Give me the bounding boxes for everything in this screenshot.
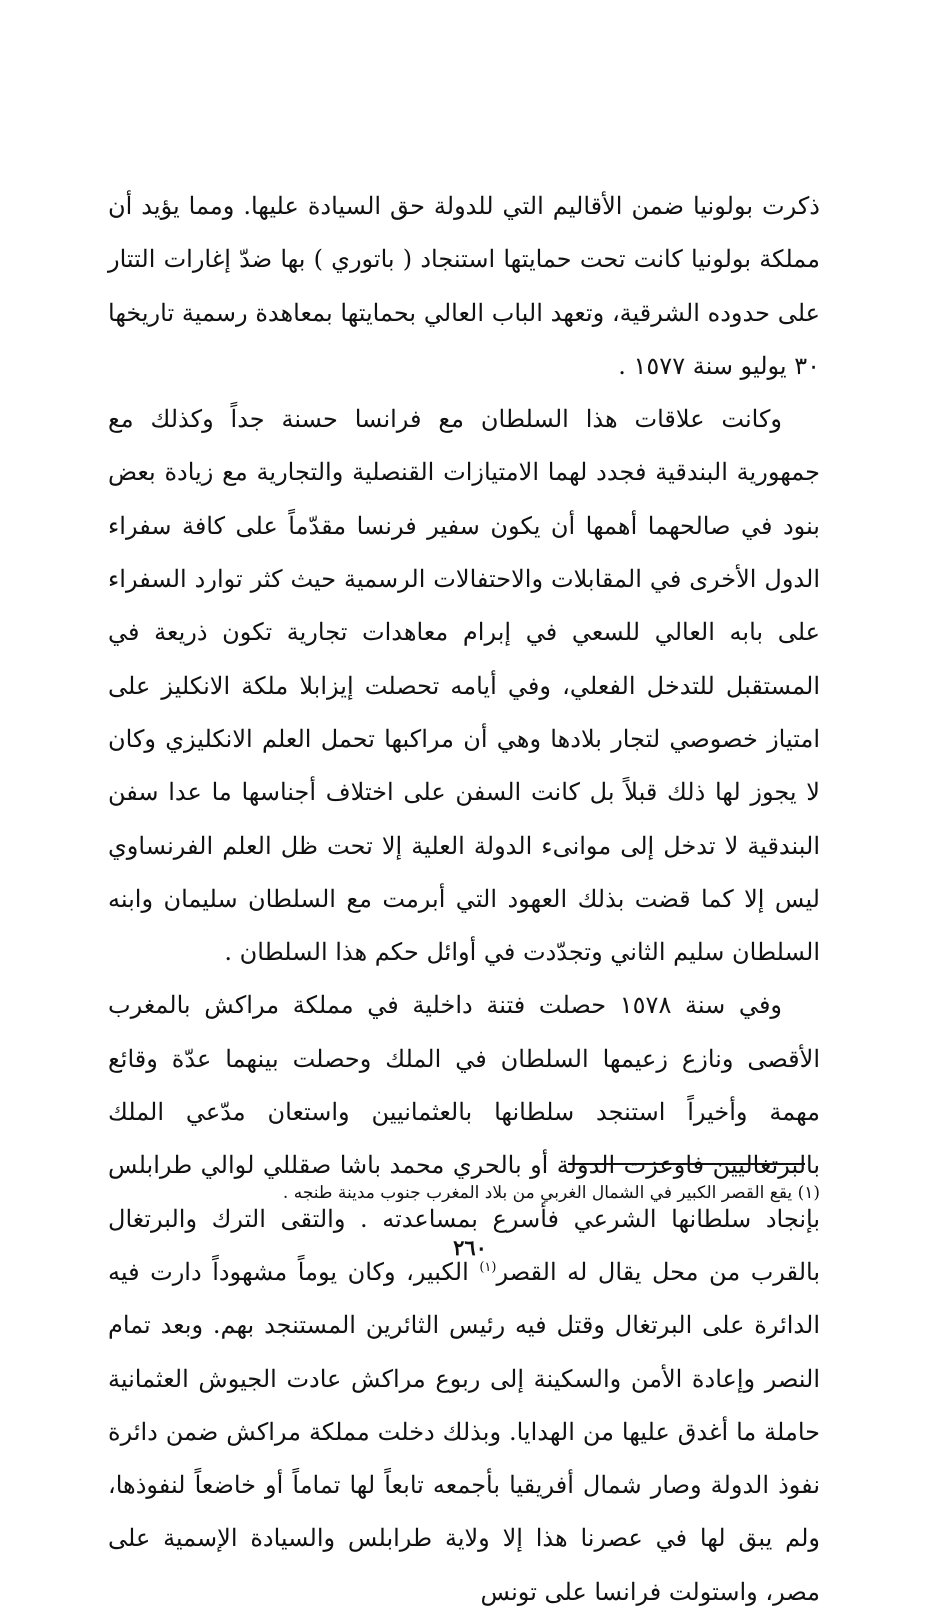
- paragraph-1: ذكرت بولونيا ضمن الأقاليم التي للدولة حق السيادة عليها. ومما يؤيد أن مملكة بولونيا كانت تحت حمايتها استنجاد ( باتوري ) بها ضدّ إغارات التتار على حدوده الشرقية، وتعهد الباب العالي بحمايتها بمعاهدة رسمية تاريخها ٣٠ يوليو سنة ١٥٧٧ .: [108, 192, 820, 380]
- paragraph-3-text: وفي سنة ١٥٧٨ حصلت فتنة داخلية في مملكة مراكش بالمغرب الأقصى ونازع زعيمها السلطان في الملك وحصلت بينهما عدّة وقائع مهمة وأخيراً استنجد سلطانها بالعثمانيين واستعان مدّعي الملك بالبرتغاليين فاوعزت الدولة أو بالحري محمد باشا صقللي لوالي طرابلس بإنجاد سلطانها الشرعي فأسرع بمساعدته . والتقى الترك والبرتغال بالقرب من محل يقال له القصر: [108, 991, 821, 1286]
- paragraph-3: [108, 979, 820, 1619]
- footnote-divider: [568, 1163, 805, 1165]
- paragraph-2: وكانت علاقات هذا السلطان مع فرانسا حسنة جداً وكذلك مع جمهورية البندقية فجدد لهما الامتيازات القنصلية والتجارية مع زيادة بعض بنود في صالحهما أهمها أن يكون سفير فرنسا مقدّماً على كافة سفراء الدول الأخرى في المقابلات والاحتفالات الرسمية حيث كثر توارد السفراء على بابه العالي للسعي في إبرام معاهدات تجارية تكون ذريعة في المستقبل للتدخل الفعلي، وفي أيامه تحصلت إيزابلا ملكة الانكليز على امتياز خصوصي لتجار بلادها وهي أن مراكبها تحمل العلم الانكليزي وكان لا يجوز لها ذلك قبلاً بل كانت السفن على اختلاف أجناسها ما عدا سفن البندقية لا تدخل إلى موانىء الدولة العلية إلا تحت ظل العلم الفرنساوي ليس إلا كما قضت بذلك العهود التي أبرمت مع السلطان سليمان وابنه السلطان سليم الثاني وتجدّدت في أوائل حكم هذا السلطان .: [108, 405, 820, 967]
- main-text: [108, 180, 820, 1619]
- page-number: ٢٦٠: [453, 1235, 487, 1260]
- paragraph-3-continuation: الكبير، وكان يوماً مشهوداً دارت فيه الدائرة على البرتغال وقتل فيه رئيس الثائرين المستنجد بهم. وبعد تمام النصر وإعادة الأمن والسكينة إلى ربوع مراكش عادت الجيوش العثمانية حاملة ما أغدق عليها من الهدايا. وبذلك دخلت مملكة مراكش ضمن دائرة نفوذ الدولة وصار شمال أفريقيا بأجمعه تابعاً لها تماماً أو خاضعاً لنفوذها، ولم يبق لها في عصرنا هذا إلا ولاية طرابلس والسيادة الإسمية على مصر، واستولت فرانسا على تونس: [108, 1257, 821, 1606]
- footnote-marker: (١): [479, 1259, 497, 1275]
- footnote: (١) يقع القصر الكبير في الشمال الغربي من بلاد المغرب جنوب مدينة طنجه .: [282, 1183, 820, 1203]
